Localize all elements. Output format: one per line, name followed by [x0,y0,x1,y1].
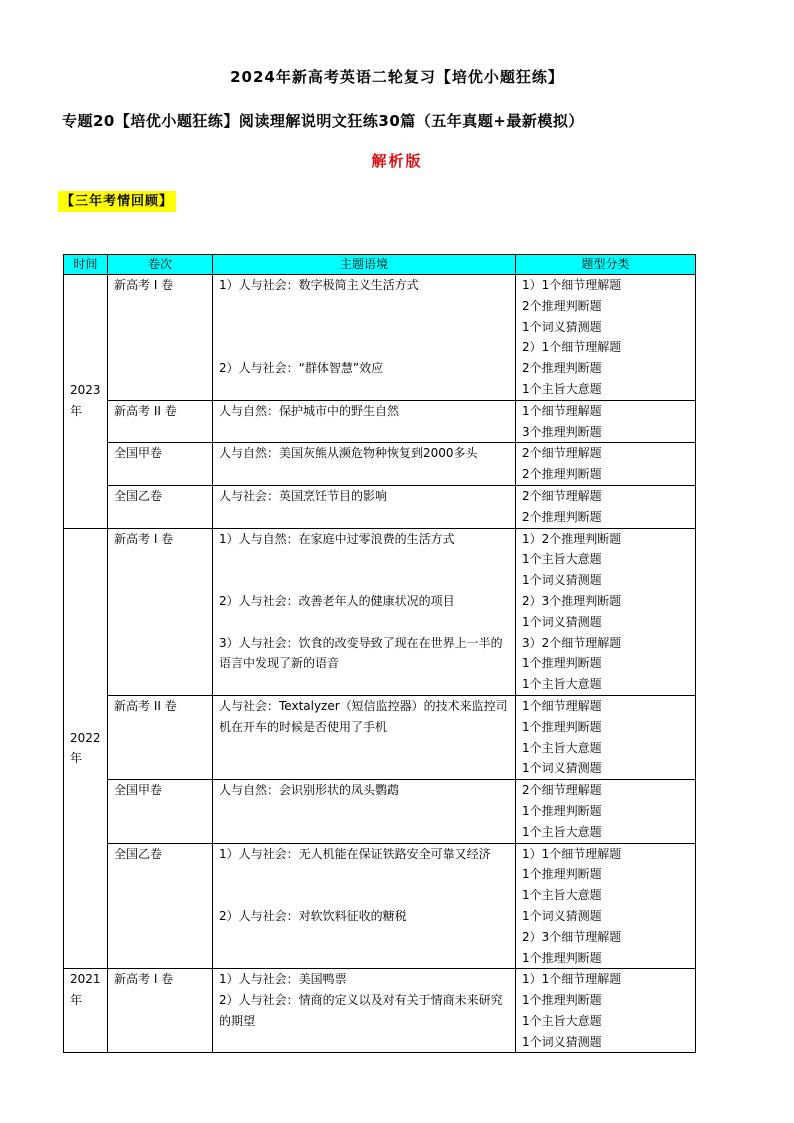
table-header-row [64,255,696,275]
header-paper: 卷次 [108,255,213,275]
header-topic: 主题语境 [213,255,516,275]
document-title: 2024年新高考英语二轮复习【培优小题狂练】 [230,68,564,86]
type-line: 3）2个细节理解题 [522,635,622,650]
table-row [64,695,696,779]
type-line: 1个主旨大意题 [522,824,602,839]
type-line: 2）1个细节理解题 [522,340,622,355]
type-line: 1个词义猜测题 [522,319,602,334]
table-row [64,969,696,1053]
type-line: 2）3个推理判断题 [522,593,622,608]
types-cell [516,485,696,528]
type-line: 1）1个细节理解题 [522,972,622,987]
year-cell: 2023年 [64,275,108,529]
types-cell [516,528,696,695]
type-line: 2个推理判断题 [522,361,602,376]
header-year: 时间 [64,255,108,275]
topic-line: 1）人与社会：无人机能在保证铁路安全可靠又经济 [219,846,491,861]
type-line: 1个主旨大意题 [522,552,602,567]
version-label: 解析版 [371,152,423,170]
type-line: 1）2个推理判断题 [522,531,622,546]
topic-cell [213,400,516,443]
type-line: 1个推理判断题 [522,719,602,734]
topic-line: 人与社会：英国烹饪节目的影响 [219,488,388,503]
table-row [64,275,696,401]
type-line: 2）3个细节理解题 [522,929,622,944]
type-line: 2个细节理解题 [522,446,602,461]
topic-line: 2）人与社会：“群体智慧”效应 [219,361,384,376]
type-line: 1个词义猜测题 [522,573,602,588]
types-cell [516,443,696,486]
topic-line: 1）人与社会：美国鸭票 [219,972,347,987]
exam-review-table [63,254,696,1053]
topic-cell [213,969,516,1053]
types-cell [516,843,696,969]
type-line: 1个主旨大意题 [522,381,602,396]
type-line: 1个推理判断题 [522,656,602,671]
paper-cell: 新高考 I 卷 [108,969,213,1053]
type-line: 2个细节理解题 [522,783,602,798]
types-cell [516,780,696,843]
topic-line: 2）人与社会：情商的定义以及对有关于情商未来研究的期望 [219,993,503,1028]
topic-cell [213,780,516,843]
types-cell [516,695,696,779]
type-line: 2个推理判断题 [522,298,602,313]
table-row [64,528,696,695]
type-line: 2个推理判断题 [522,467,602,482]
type-line: 1个词义猜测题 [522,908,602,923]
topic-cell [213,275,516,401]
type-line: 1个词义猜测题 [522,614,602,629]
type-line: 2个推理判断题 [522,509,602,524]
paper-cell: 全国甲卷 [108,443,213,486]
type-line: 1个主旨大意题 [522,740,602,755]
type-line: 1个细节理解题 [522,698,602,713]
type-line: 1个主旨大意题 [522,888,602,903]
types-cell [516,400,696,443]
topic-line: 人与自然：会识别形状的凤头鹦鹉 [219,783,400,798]
types-cell [516,969,696,1053]
paper-cell: 新高考 II 卷 [108,400,213,443]
type-line: 1个推理判断题 [522,993,602,1008]
topic-line: 人与自然：美国灰熊从濒危物种恢复到2000多头 [219,446,478,461]
topic-line: 2）人与社会：改善老年人的健康状况的项目 [219,593,455,608]
topic-cell [213,843,516,969]
paper-cell: 新高考 I 卷 [108,528,213,695]
paper-cell: 全国乙卷 [108,485,213,528]
topic-line: 人与自然：保护城市中的野生自然 [219,403,400,418]
topic-line: 1）人与社会：数字极简主义生活方式 [219,278,419,292]
section-tag: 【三年考情回顾】 [58,191,176,212]
paper-cell: 全国乙卷 [108,843,213,969]
topic-line: 2）人与社会：对软饮料征收的糖税 [219,908,407,923]
type-line: 2个细节理解题 [522,488,602,503]
year-cell: 2021年 [64,969,108,1053]
table-row [64,843,696,969]
topic-line: 3）人与社会：饮食的改变导致了现在在世界上一半的语言中发现了新的语音 [219,635,503,671]
type-line: 1个词义猜测题 [522,761,602,776]
type-line: 1）1个细节理解题 [522,846,622,861]
paper-cell: 新高考 II 卷 [108,695,213,779]
table-row [64,485,696,528]
topic-cell [213,443,516,486]
type-line: 1个推理判断题 [522,867,602,882]
type-line: 3个推理判断题 [522,424,602,439]
year-cell: 2022年 [64,528,108,969]
topic-cell [213,485,516,528]
type-line: 1个主旨大意题 [522,1013,602,1028]
document-subtitle: 专题20【培优小题狂练】阅读理解说明文狂练30篇（五年真题+最新模拟） [62,112,584,130]
type-line: 1个主旨大意题 [522,677,602,692]
table-row [64,780,696,843]
topic-cell [213,528,516,695]
type-line: 1个细节理解题 [522,403,602,418]
topic-line: 人与社会：Textalyzer（短信监控器）的技术来监控司机在开车的时候是否使用了手机 [219,698,508,734]
type-line: 1个推理判断题 [522,950,602,965]
types-cell [516,275,696,401]
paper-cell: 新高考 I 卷 [108,275,213,401]
topic-cell [213,695,516,779]
table-row [64,400,696,443]
type-line: 1）1个细节理解题 [522,278,622,292]
type-line: 1个词义猜测题 [522,1034,602,1049]
paper-cell: 全国甲卷 [108,780,213,843]
topic-line: 1）人与自然：在家庭中过零浪费的生活方式 [219,531,455,546]
type-line: 1个推理判断题 [522,803,602,818]
table-row [64,443,696,486]
header-question-types: 题型分类 [516,255,696,275]
